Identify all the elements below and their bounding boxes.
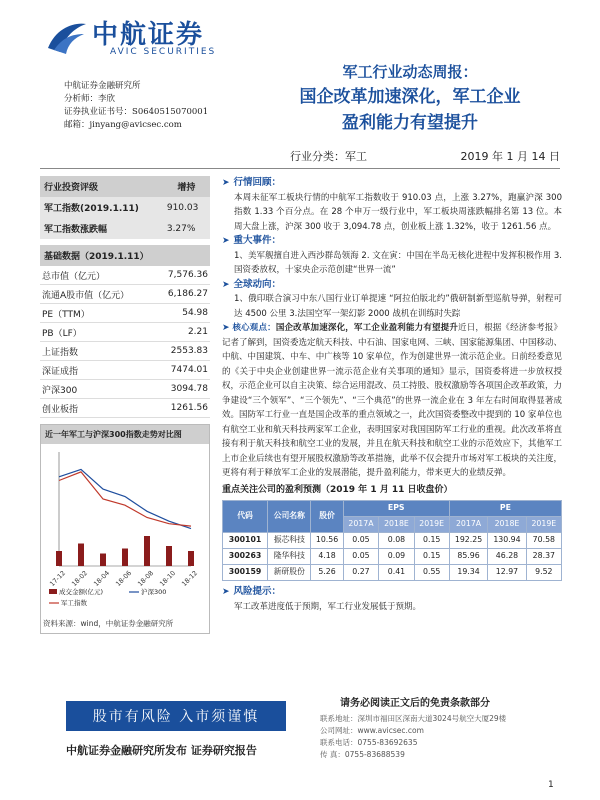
legend-label-military: 军工指数 [61, 599, 87, 607]
rating-value: 增持 [163, 176, 210, 197]
global-trends-text: 1、俄印联合演习中东八国行业订单提速 “阿拉伯版北约”俄研制新型巡航导弹，射程可达 4500 公里 3.法国空军一架幻影 2000 战机在训练时失踪 [234, 294, 562, 319]
industry-class: 行业分类：军工 [290, 150, 367, 163]
military-change-value: 3.27% [163, 218, 210, 239]
year-col: 2017A [449, 517, 487, 533]
contact-address: 联系地址：深圳市福田区深南大道3024号航空大厦29楼 [320, 714, 507, 723]
col-eps: EPS [343, 501, 449, 517]
x-tick-label: 18-08 [136, 569, 156, 589]
basic-label: 沪深300 [42, 385, 78, 396]
hs300-line [59, 469, 191, 528]
analyst-info [64, 80, 208, 132]
basic-label: PB（LF） [42, 328, 82, 339]
year-col: 2018E [488, 517, 526, 533]
basic-value: 1261.56 [170, 403, 208, 413]
arrow-icon: ➤ [222, 323, 230, 333]
cell-name: 隆华科技 [268, 549, 311, 565]
table-row [223, 565, 562, 581]
divider [40, 168, 560, 169]
report-title [280, 60, 540, 136]
cell-pe: 130.94 [488, 533, 526, 549]
cell-price: 4.18 [311, 549, 343, 565]
cell-pe: 192.25 [449, 533, 487, 549]
basic-label: 深证成指 [42, 366, 79, 377]
cell-name: 新研股份 [268, 565, 311, 581]
arrow-icon: ➤ [222, 279, 230, 290]
table-header-row [223, 501, 562, 517]
basic-value: 6,186.27 [167, 289, 208, 299]
volume-bar [100, 554, 106, 567]
basic-value: 3094.78 [170, 384, 208, 394]
basic-value: 7474.01 [170, 365, 208, 375]
cell-eps: 0.05 [343, 549, 379, 565]
rating-row [40, 218, 210, 239]
cell-pe: 19.34 [449, 565, 487, 581]
basic-label: 总市值（亿元） [42, 271, 106, 282]
cell-pe: 12.97 [488, 565, 526, 581]
section-title-text: 重大事件： [233, 235, 282, 246]
table-row [223, 549, 562, 565]
institute-name: 中航证券金融研究所 [64, 81, 141, 91]
volume-bar [78, 544, 84, 567]
cell-name: 振芯科技 [268, 533, 311, 549]
year-col: 2019E [414, 517, 449, 533]
cell-eps: 0.09 [379, 549, 414, 565]
right-panel [222, 176, 562, 614]
col-pe: PE [449, 501, 561, 517]
x-tick-label: 18-04 [92, 569, 112, 589]
disclaimer: 请务必阅读正文后的免责条款部分 [340, 698, 490, 709]
cell-code: 300159 [223, 565, 268, 581]
cell-eps: 0.05 [343, 533, 379, 549]
left-panel [40, 176, 210, 634]
cell-pe: 9.52 [526, 565, 561, 581]
cell-pe: 46.28 [488, 549, 526, 565]
prediction-table [222, 500, 562, 581]
basic-row [40, 323, 210, 342]
brand-name-en: AVIC SECURITIES [110, 47, 217, 57]
col-price: 股价 [311, 501, 343, 533]
cell-eps: 0.55 [414, 565, 449, 581]
cell-eps: 0.41 [379, 565, 414, 581]
basic-value: 7,576.36 [167, 270, 208, 280]
contact-website[interactable]: 公司网址：www.avicsec.com [320, 726, 424, 735]
arrow-icon: ➤ [222, 178, 230, 188]
military-change-label: 军工指数涨跌幅 [40, 218, 163, 239]
volume-bar [188, 551, 194, 566]
basic-data-title: 基础数据（2019.1.11） [40, 245, 210, 266]
market-review-title [222, 176, 562, 191]
cell-pe: 85.96 [449, 549, 487, 565]
core-view-highlight: 国企改革加速深化，军工企业盈利能力有望提升 [275, 323, 459, 333]
x-tick-label: 18-12 [180, 569, 200, 589]
rating-table [40, 176, 210, 239]
market-review-text: 本周未征军工板块行情的中航军工指数收于 910.03 点，上涨 3.27%，跑赢沪深 300 指数 1.33 个百分点。在 28 个申万一级行业中，军工板块周涨跌幅排名第 13 位。本周大盘上涨，沪深 300 收于 3,094.78 点，创业板上涨 1.32%，收于 1261.56 点。 [234, 192, 562, 232]
cell-eps: 0.08 [379, 533, 414, 549]
basic-row [40, 399, 210, 418]
section-title-text: 行情回顾： [233, 177, 282, 188]
major-events-text: 1、美军舰擅自进入西沙群岛领海 2. 文在寅：中国在半岛无核化进程中发挥积极作用 3. 国资委放权，十家央企示范创建“世界一流” [234, 250, 562, 275]
legend-label-volume: 成交金额(亿元) [59, 588, 104, 596]
basic-value: 2.21 [187, 327, 208, 337]
rating-head-row [40, 176, 210, 197]
x-tick-label: 18-06 [114, 569, 134, 589]
basic-data-list [40, 266, 210, 418]
avic-logo-icon [44, 18, 88, 56]
chart-canvas [41, 444, 209, 614]
x-tick-label: 18-02 [70, 569, 90, 589]
publisher: 中航证券金融研究所发布 证券研究报告 [66, 744, 257, 757]
core-view-label: 核心观点： [232, 323, 276, 333]
cell-code: 300263 [223, 549, 268, 565]
contact-list [320, 713, 560, 761]
legend-label-hs300: 沪深300 [141, 588, 167, 596]
basic-value: 2553.83 [170, 346, 208, 356]
analyst-email[interactable]: 邮箱：jinyang@avicsec.com [64, 120, 182, 130]
basic-label: 上证指数 [42, 347, 79, 358]
volume-bar [166, 546, 172, 566]
rating-label: 行业投资评级 [40, 176, 163, 197]
cell-pe: 28.37 [526, 549, 561, 565]
brand-name-cn: 中航证券 [92, 20, 205, 50]
military-line [59, 472, 191, 526]
legend-swatch-volume [49, 589, 57, 594]
core-view-text: 近日，根据《经济参考报》记者了解到，国资委选定航天科技、中石油、国家电网、三峡、国家能源集团、中国移动、中航、中国建筑、中车、中广核等 10 家单位，作为创建世界一流示范企业。日前经委意见的《关于中央企业创建世界一流示范企业有关事项的通知》显示，国资委将进一步放权授权，示范企业可以自主决策、综合运用混改、员工持股、股权激励等各项国企改革政策，力争建设“三个领军”、“三个领先”、“三个典范”的世界一流企业在 3 年左右时间取得显著成效。国防军工行业一直是国企改革的重点领域之一，此次国资委整改中提到的 10 家单位也有航空工业和航天科技两家军工企业，表明国家对我国国防军工行业的重视。此次改革将直接有利于航天科技和航空工业的发展，并且在航天科技和航空工业的示范效应下，其他军工上市企业后续也有望开展股权激励等改革措施，此举不仅会提升市场对军工板块的关注度，更将有利于释放军工企业的发展潜能，提升盈利能力，带来更大的业绩反弹。 [222, 323, 563, 478]
basic-row [40, 266, 210, 285]
basic-label: 创业板指 [42, 404, 79, 415]
table-row [223, 533, 562, 549]
military-index-label: 军工指数(2019.1.11) [40, 197, 163, 218]
basic-row [40, 361, 210, 380]
report-meta [290, 148, 560, 164]
x-tick-label: 18-10 [158, 569, 178, 589]
cell-eps: 0.15 [414, 533, 449, 549]
cert-number: 证券执业证书号：S0640515070001 [64, 107, 209, 117]
title-line-3: 盈利能力有望提升 [342, 113, 478, 133]
footer-contact [320, 694, 560, 761]
section-title-text: 风险提示： [233, 586, 282, 597]
cell-eps: 0.27 [343, 565, 379, 581]
core-view [222, 321, 562, 481]
basic-label: PE（TTM） [42, 309, 90, 320]
cell-eps: 0.15 [414, 549, 449, 565]
index-comparison-chart [40, 424, 210, 634]
cell-pe: 70.58 [526, 533, 561, 549]
col-name: 公司名称 [268, 501, 311, 533]
year-col: 2017A [343, 517, 379, 533]
basic-row [40, 380, 210, 399]
basic-label: 流通A股市值（亿元） [42, 290, 130, 301]
major-events-title [222, 234, 562, 249]
chart-title: 近一年军工与沪深300指数走势对比图 [41, 425, 209, 444]
volume-bar [56, 551, 62, 566]
chart-source: 资料来源：wind，中航证券金融研究所 [43, 619, 174, 628]
title-line-2: 国企改革加速深化，军工企业 [299, 87, 521, 107]
year-col: 2019E [526, 517, 561, 533]
risk-text: 军工改革进度低于预期，军工行业发展低于预期。 [234, 601, 422, 612]
year-col: 2018E [379, 517, 414, 533]
contact-phone: 联系电话：0755-83692635 [320, 738, 418, 747]
cell-price: 5.26 [311, 565, 343, 581]
military-index-value: 910.03 [163, 197, 210, 218]
risk-warning-box: 股市有风险 入市须谨慎 [66, 701, 286, 731]
basic-row [40, 304, 210, 323]
risk-title [222, 585, 562, 600]
x-tick-label: 17-12 [48, 569, 68, 589]
contact-fax: 传 真：0755-83688539 [320, 750, 405, 759]
arrow-icon: ➤ [222, 587, 230, 597]
title-line-1: 军工行业动态周报： [342, 63, 478, 81]
brand-logo [40, 14, 220, 60]
basic-row [40, 285, 210, 304]
section-title-text: 全球动向： [233, 278, 282, 290]
volume-bar [122, 549, 128, 567]
col-code: 代码 [223, 501, 268, 533]
cell-price: 10.56 [311, 533, 343, 549]
prediction-title: 重点关注公司的盈利预测（2019 年 1 月 11 日收盘价） [222, 484, 453, 495]
cell-code: 300101 [223, 533, 268, 549]
volume-bar [144, 536, 150, 566]
basic-value: 54.98 [182, 308, 208, 318]
global-trends-title [222, 278, 562, 293]
report-date: 2019 年 1 月 14 日 [460, 150, 560, 163]
basic-row [40, 342, 210, 361]
analyst-name: 分析师：李欣 [64, 94, 116, 104]
page-number: 1 [548, 780, 554, 790]
arrow-icon: ➤ [222, 236, 230, 246]
rating-row [40, 197, 210, 218]
